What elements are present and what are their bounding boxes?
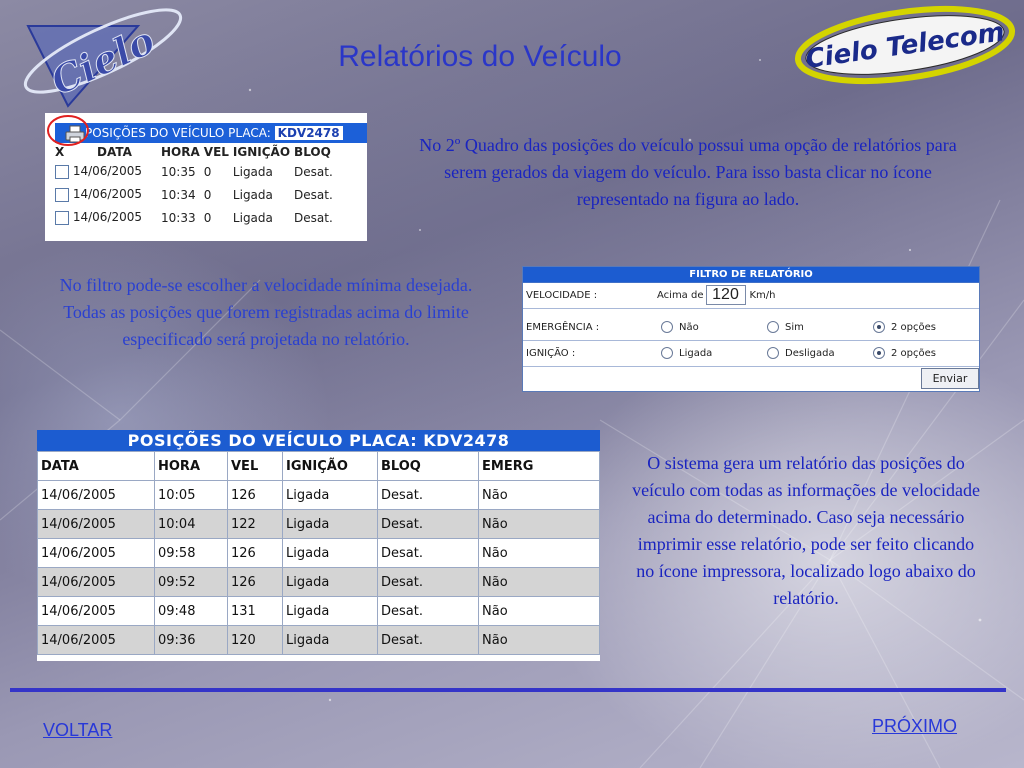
emergency-option-no[interactable] <box>661 321 699 333</box>
report-output-description: O sistema gera um relatório das posições do veículo com todas as informações de velocidade acima do determinado. Caso seja necessário imprimir esse relatório, pode ser feito clicando no ícone impressora, localizado logo abaixo do relatório. <box>632 453 980 608</box>
report-option-description: No 2º Quadro das posições do veículo possui uma opção de relatórios para serem gerados da viagem do veículo. Para isso basta clicar no ícone representado na figura ao lado. <box>419 135 957 209</box>
cell-date: 14/06/2005 <box>38 568 155 597</box>
radio-icon <box>767 321 779 333</box>
cielo-logo-left <box>8 6 188 116</box>
col-header: DATA <box>97 145 132 159</box>
cell-emergency: Não <box>479 510 600 539</box>
cell-emergency: Não <box>479 597 600 626</box>
cell-date: 14/06/2005 <box>38 597 155 626</box>
report-filter-panel <box>522 266 980 392</box>
table-row <box>38 597 600 626</box>
cell-lock: Desat. <box>378 481 479 510</box>
cell-speed: 131 <box>228 597 283 626</box>
ignition-label: IGNIÇÃO : <box>526 348 576 359</box>
col-header: IGNIÇÃO <box>232 145 291 159</box>
cell-time: 10:04 <box>155 510 228 539</box>
radio-selected-icon <box>873 347 885 359</box>
cell-lock: Desat. <box>378 539 479 568</box>
cell-time: 10:05 <box>155 481 228 510</box>
cielo-telecom-logo <box>792 2 1018 88</box>
cell-time: 09:48 <box>155 597 228 626</box>
table-row <box>55 183 339 206</box>
cell-emergency: Não <box>479 626 600 655</box>
cell-time: 09:52 <box>155 568 228 597</box>
cell-time: 09:58 <box>155 539 228 568</box>
back-link[interactable]: VOLTAR <box>43 720 113 740</box>
cell-ignition: Ligada <box>283 481 378 510</box>
svg-text:Cielo: Cielo <box>43 17 162 104</box>
cell-lock: Desat. <box>378 626 479 655</box>
table-row <box>55 206 339 229</box>
table-row <box>38 626 600 655</box>
positions-header-row <box>55 144 339 160</box>
plate-badge: KDV2478 <box>275 126 343 140</box>
report-table <box>37 451 600 655</box>
above-label: Acima de <box>657 290 704 301</box>
cell-speed: 0 <box>203 164 212 179</box>
cell-emergency: Não <box>479 568 600 597</box>
emergency-row <box>523 315 979 341</box>
cell-date: 14/06/2005 <box>72 164 142 179</box>
cell-lock: Desat. <box>294 210 333 225</box>
next-link[interactable]: PRÓXIMO <box>872 716 958 736</box>
radio-selected-icon <box>873 321 885 333</box>
cell-time: 10:33 <box>161 210 196 225</box>
positions-table <box>55 144 339 229</box>
option-label: Ligada <box>679 348 713 359</box>
cell-date: 14/06/2005 <box>72 187 142 202</box>
cell-lock: Desat. <box>378 597 479 626</box>
ignition-option-off[interactable] <box>767 347 835 359</box>
cell-time: 10:35 <box>161 164 196 179</box>
cell-speed: 126 <box>228 481 283 510</box>
cell-date: 14/06/2005 <box>38 481 155 510</box>
cell-ignition: Ligada <box>232 187 273 202</box>
col-header: HORA <box>161 145 200 159</box>
option-label: Desligada <box>785 348 835 359</box>
cell-ignition: Ligada <box>283 597 378 626</box>
ignition-row <box>523 341 979 367</box>
send-button[interactable]: Enviar <box>921 368 979 389</box>
cell-emergency: Não <box>479 539 600 568</box>
report-header-row <box>38 452 600 481</box>
table-row <box>38 568 600 597</box>
report-table-panel <box>37 430 600 661</box>
col-header: IGNIÇÃO <box>283 452 378 481</box>
emergency-option-yes[interactable] <box>767 321 804 333</box>
cell-ignition: Ligada <box>283 626 378 655</box>
cell-speed: 122 <box>228 510 283 539</box>
col-header: VEL <box>228 452 283 481</box>
option-label: 2 opções <box>891 348 936 359</box>
emergency-label: EMERGÊNCIA : <box>526 322 600 333</box>
cell-speed: 126 <box>228 539 283 568</box>
cell-speed: 120 <box>228 626 283 655</box>
radio-icon <box>661 347 673 359</box>
table-row <box>38 481 600 510</box>
option-label: Não <box>679 322 699 333</box>
cell-time: 09:36 <box>155 626 228 655</box>
row-checkbox[interactable] <box>55 188 69 202</box>
table-row <box>55 160 339 183</box>
cell-date: 14/06/2005 <box>38 510 155 539</box>
cell-date: 14/06/2005 <box>38 539 155 568</box>
col-header: BLOQ <box>378 452 479 481</box>
col-header: X <box>55 145 65 159</box>
cell-ignition: Ligada <box>232 164 273 179</box>
table-row <box>38 510 600 539</box>
filter-title: FILTRO DE RELATÓRIO <box>523 267 979 283</box>
option-label: 2 opções <box>891 322 936 333</box>
cell-ignition: Ligada <box>283 568 378 597</box>
col-header: DATA <box>38 452 155 481</box>
radio-icon <box>767 347 779 359</box>
positions-title-bar <box>55 123 367 143</box>
cell-date: 14/06/2005 <box>38 626 155 655</box>
svg-text:Cielo Telecom: Cielo Telecom <box>803 17 1007 75</box>
col-header: VEL <box>203 145 229 159</box>
cell-lock: Desat. <box>378 568 479 597</box>
speed-input[interactable]: 120 <box>706 285 746 305</box>
row-checkbox[interactable] <box>55 165 69 179</box>
cell-lock: Desat. <box>378 510 479 539</box>
cell-speed: 0 <box>203 187 212 202</box>
row-checkbox[interactable] <box>55 211 69 225</box>
radio-icon <box>661 321 673 333</box>
filter-description: No filtro pode-se escolher a velocidade mínima desejada. Todas as posições que forem registradas acima do limite especificado será projetada no relatório. <box>59 275 473 349</box>
cell-emergency: Não <box>479 481 600 510</box>
page-title: Relatórios do Veículo <box>338 40 622 73</box>
cell-lock: Desat. <box>294 187 333 202</box>
speed-label: VELOCIDADE : <box>526 290 598 301</box>
cell-ignition: Ligada <box>283 539 378 568</box>
cell-time: 10:34 <box>161 187 196 202</box>
table-row <box>38 539 600 568</box>
cell-date: 14/06/2005 <box>72 210 142 225</box>
ignition-option-both[interactable] <box>873 347 936 359</box>
ignition-option-on[interactable] <box>661 347 712 359</box>
emergency-option-both[interactable] <box>873 321 936 333</box>
col-header: BLOQ <box>294 145 331 159</box>
cell-speed: 0 <box>203 210 212 225</box>
col-header: EMERG <box>479 452 600 481</box>
positions-title: POSIÇÕES DO VEÍCULO PLACA: <box>85 126 271 140</box>
cell-speed: 126 <box>228 568 283 597</box>
footer-divider <box>10 688 1006 692</box>
cell-lock: Desat. <box>294 164 333 179</box>
cell-ignition: Ligada <box>283 510 378 539</box>
col-header: HORA <box>155 452 228 481</box>
option-label: Sim <box>785 322 804 333</box>
speed-row <box>523 283 979 309</box>
unit-label: Km/h <box>749 290 776 301</box>
cell-ignition: Ligada <box>232 210 273 225</box>
report-title: POSIÇÕES DO VEÍCULO PLACA: KDV2478 <box>37 430 600 451</box>
positions-screenshot <box>45 113 367 241</box>
highlight-circle <box>47 115 89 146</box>
